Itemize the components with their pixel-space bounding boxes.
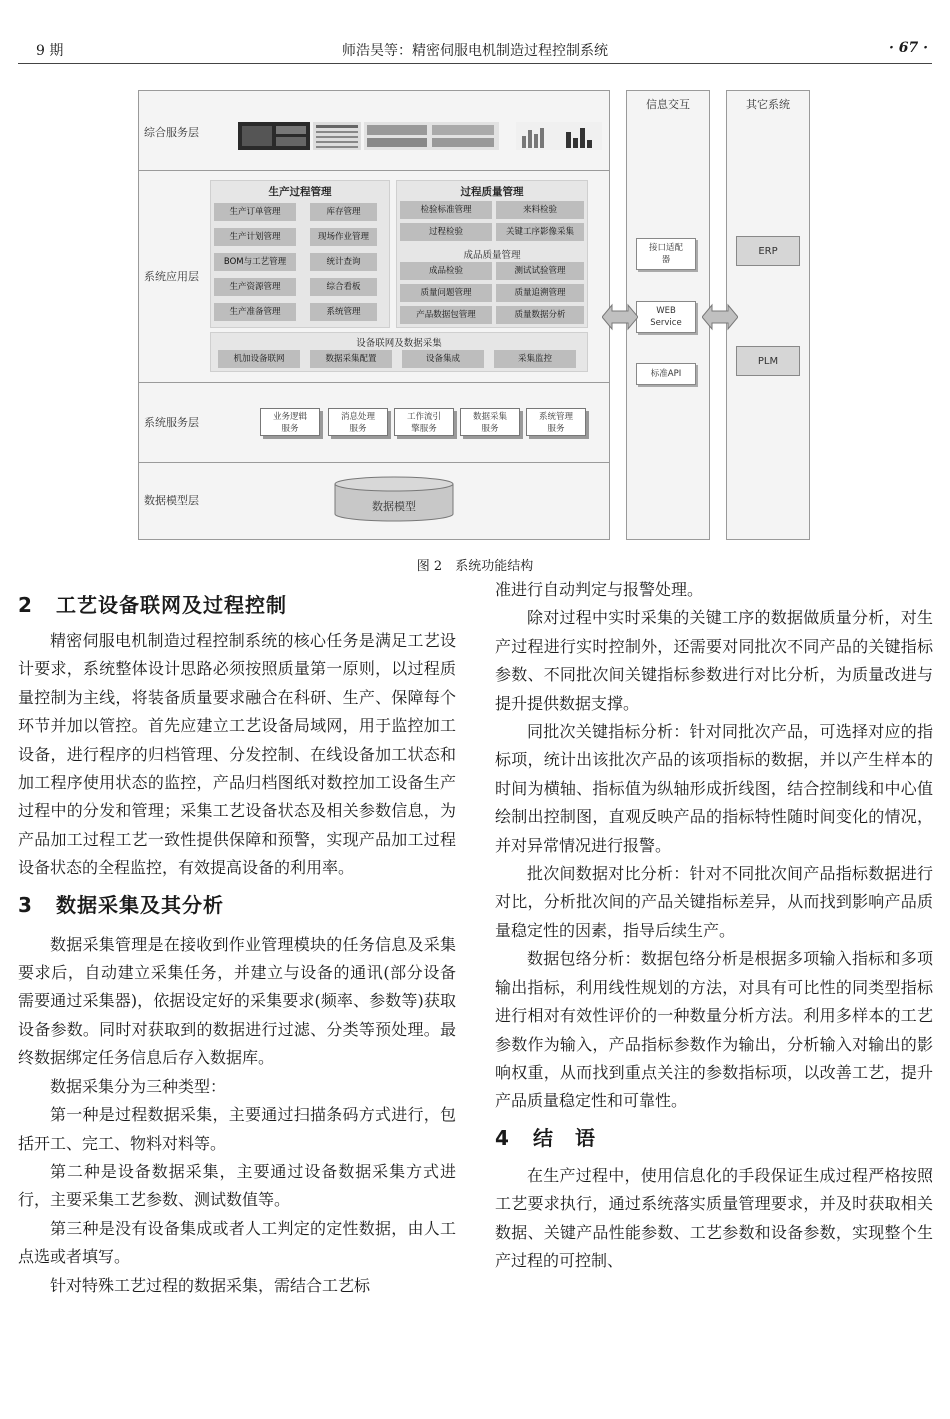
standard-api-box: 标准API: [636, 363, 696, 385]
service-box: [394, 408, 454, 436]
header-issue: 9 期: [36, 43, 64, 59]
paragraph: 数据包络分析：数据包络分析是根据多项输入指标和多项输出指标，利用线性规划的方法，对具有可比性的同类型指标进行相对有效性评价的一种数量分析方法。利用多样本的工艺参数作为输入，产品指标参数作为输出，分析输入对输出的影响权重，从而找到重点关注的参数指标项，以改善工艺，提升产品质量稳定性和可靠性。: [495, 949, 933, 1111]
interface-adapter-box: [636, 238, 696, 270]
service-box: [526, 408, 586, 436]
service-label: 系统管理: [538, 412, 573, 422]
adapter-label: 接口适配: [648, 243, 683, 253]
system-architecture-diagram: [138, 90, 810, 540]
web-label: WEB: [656, 306, 676, 316]
module-cell: 数据采集配置: [310, 350, 392, 368]
module-cell: 来料检验: [496, 201, 584, 219]
layer-divider: [138, 382, 610, 383]
left-column: [18, 589, 456, 1300]
module-cell: 过程检验: [400, 223, 492, 241]
dashboard-thumbnail-4: [516, 122, 602, 150]
right-column: [495, 576, 933, 1275]
paragraph: 第三种是没有设备集成或者人工判定的定性数据，由人工点选或者填写。: [18, 1218, 456, 1267]
header-rule: [18, 63, 932, 64]
layer-label-application: 系统应用层: [144, 270, 199, 283]
module-cell: 生产准备管理: [214, 303, 296, 321]
section-3-heading: [18, 891, 456, 919]
section-number: 2: [18, 593, 33, 617]
paragraph: 针对特殊工艺过程的数据采集，需结合工艺标: [50, 1275, 371, 1295]
paragraph: 准进行自动判定与报警处理。: [495, 580, 704, 599]
dashboard-thumbnail-3: [364, 122, 499, 150]
plm-box: PLM: [736, 346, 800, 376]
section-number: 3: [18, 892, 33, 917]
module-cell: 质量问题管理: [400, 284, 492, 302]
erp-box: ERP: [736, 236, 800, 266]
datamodel-label: 数据模型: [372, 500, 416, 513]
service-box: [260, 408, 320, 436]
layer-label-datamodel: 数据模型层: [144, 494, 199, 507]
paragraph: 第二种是设备数据采集，主要通过设备数据采集方式进行，主要采集工艺参数、测试数值等。: [18, 1161, 456, 1210]
module-cell: 系统管理: [310, 303, 377, 321]
service-box: [460, 408, 520, 436]
module-cell: 库存管理: [310, 203, 377, 221]
module-cell: 生产计划管理: [214, 228, 296, 246]
double-arrow-icon: [702, 302, 738, 332]
paragraph: 数据采集分为三种类型：: [50, 1076, 227, 1096]
device-networking-title: 设备联网及数据采集: [356, 338, 442, 349]
module-cell: 关键工序影像采集: [496, 223, 584, 241]
module-cell: 综合看板: [310, 278, 377, 296]
section-4-heading: [495, 1124, 933, 1152]
module-cell: 设备集成: [402, 350, 484, 368]
layer-label-service: 系统服务层: [144, 416, 199, 429]
service-label: 服务: [481, 424, 499, 434]
module-cell: 产品数据包管理: [400, 306, 492, 324]
other-systems-frame: [726, 90, 810, 540]
paragraph: 在生产过程中，使用信息化的手段保证生成过程严格按照工艺要求执行，通过系统落实质量管理要求，并及时获取相关数据、关键产品性能参数、工艺参数和设备参数，实现整个生产过程的可控制、: [495, 1165, 933, 1270]
module-cell: BOM与工艺管理: [214, 253, 296, 271]
module-cell: 检验标准管理: [400, 201, 492, 219]
info-exchange-title: 信息交互: [646, 98, 690, 111]
service-label: 擎服务: [411, 424, 437, 434]
module-cell: 测试试验管理: [496, 262, 584, 280]
quality-management-title: 过程质量管理: [460, 186, 524, 198]
paragraph: 第一种是过程数据采集，主要通过扫描条码方式进行，包括开工、完工、物料对料等。: [18, 1105, 456, 1153]
paragraph: 精密伺服电机制造过程控制系统的核心任务是满足工艺设计要求，系统整体设计思路必须按照质量第一原则，以过程质量控制为主线，将装备质量要求融合在科研、生产、保障每个环节并加以管控。首先应建立工艺设备局域网，用于监控加工设备，进行程序的归档管理、分发控制、在线设备加工状态和加工程序使用状态的监控，产品归档图纸对数控加工设备生产过程中的分发和管理；采集工艺设备状态及相关参数信息，为产品加工过程工艺一致性提供保障和预警，实现产品加工过程设备状态的全程监控，有效提高设备的利用率。: [18, 631, 456, 878]
adapter-label: 器: [661, 255, 671, 265]
service-label: 业务逻辑: [272, 412, 307, 422]
paragraph: 批次间数据对比分析：针对不同批次间产品指标数据进行对比，分析批次间的产品关键指标差异，从而找到影响产品质量稳定性的因素，指导后续生产。: [495, 864, 933, 940]
layer-divider: [138, 170, 610, 171]
service-label: 服务: [349, 424, 367, 434]
module-cell: 质量追溯管理: [496, 284, 584, 302]
service-label: 消息处理: [340, 412, 375, 422]
section-title: 结 语: [533, 1125, 596, 1150]
paragraph: 数据采集管理是在接收到作业管理模块的任务信息及采集要求后，自动建立采集任务，并建立与设备的通讯(部分设备需要通过采集器)，依据设定好的采集要求(频率、参数等)获取设备参数。同时对获取到的数据进行过滤、分类等预处理。最终数据绑定任务信息后存入数据库。: [18, 934, 456, 1068]
section-2-heading: [18, 591, 456, 619]
section-title: 数据采集及其分析: [56, 892, 224, 917]
service-label: 服务: [547, 424, 565, 434]
paragraph: 同批次关键指标分析：针对同批次产品，可选择对应的指标项，统计出该批次产品的该项指标的数据，并以产生样本的时间为横轴、指标值为纵轴形成折线图，结合控制线和中心值绘制出控制图，直观反映产品的指标特性随时间变化的情况，并对异常情况进行报警。: [495, 722, 933, 855]
module-cell: 统计查询: [310, 253, 377, 271]
production-management-title: 生产过程管理: [268, 186, 332, 198]
module-cell: 生产资源管理: [214, 278, 296, 296]
paragraph: 除对过程中实时采集的关键工序的数据做质量分析，对生产过程进行实时控制外，还需要对同批次不同产品的关键指标参数、不同批次间关键指标参数进行对比分析，为质量改进与提升提供数据支撑。: [495, 608, 933, 713]
header-page: · 67 ·: [889, 40, 928, 56]
module-cell: 生产订单管理: [214, 203, 296, 221]
layer-divider: [138, 462, 610, 463]
header-title: 师浩昊等：精密伺服电机制造过程控制系统: [342, 43, 608, 59]
product-quality-title: 成品质量管理: [463, 250, 521, 261]
web-label: Service: [650, 318, 682, 328]
service-label: 数据采集: [472, 412, 507, 422]
web-service-box: [636, 301, 696, 333]
figure-caption: 图 2 系统功能结构: [416, 559, 534, 574]
double-arrow-icon: [602, 302, 638, 332]
service-label: 工作流引: [406, 412, 441, 422]
section-number: 4: [495, 1125, 510, 1150]
module-cell: 采集监控: [494, 350, 576, 368]
section-title: 工艺设备联网及过程控制: [56, 593, 287, 617]
service-label: 服务: [281, 424, 299, 434]
module-cell: 成品检验: [400, 262, 492, 280]
dashboard-thumbnail-2: [313, 122, 361, 150]
layer-label-comprehensive: 综合服务层: [144, 126, 199, 139]
other-systems-title: 其它系统: [746, 98, 790, 111]
service-box: [328, 408, 388, 436]
module-cell: 现场作业管理: [310, 228, 377, 246]
module-cell: 质量数据分析: [496, 306, 584, 324]
dashboard-thumbnail-1: [238, 122, 310, 150]
module-cell: 机加设备联网: [218, 350, 300, 368]
